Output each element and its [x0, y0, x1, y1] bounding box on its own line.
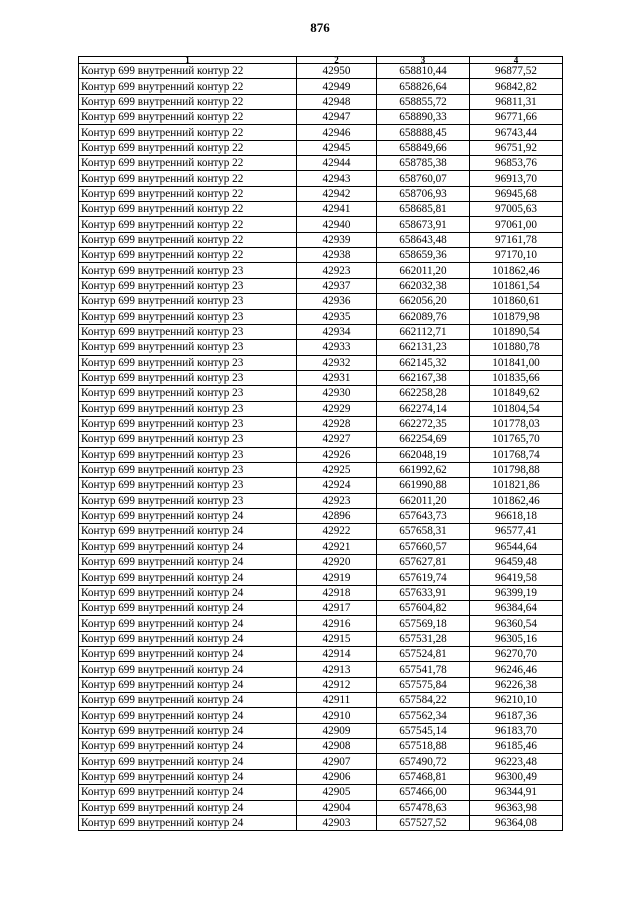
table-row — [79, 125, 563, 140]
y-coordinate-cell: 101861,54 — [470, 278, 563, 293]
y-coordinate-cell: 101879,98 — [470, 309, 563, 324]
y-coordinate-cell: 96187,36 — [470, 708, 563, 723]
contour-name-cell: Контур 699 внутренний контур 24 — [79, 631, 297, 646]
y-coordinate-cell: 96811,31 — [470, 94, 563, 109]
y-coordinate-cell: 96246,46 — [470, 662, 563, 677]
contour-name-cell: Контур 699 внутренний контур 24 — [79, 524, 297, 539]
contour-name-cell: Контур 699 внутренний контур 23 — [79, 493, 297, 508]
x-coordinate-cell: 657584,22 — [377, 693, 470, 708]
point-number-cell: 42925 — [297, 462, 377, 477]
point-number-cell: 42923 — [297, 493, 377, 508]
table-row — [79, 186, 563, 201]
point-number-cell: 42921 — [297, 539, 377, 554]
table-row — [79, 432, 563, 447]
point-number-cell: 42920 — [297, 555, 377, 570]
y-coordinate-cell: 101835,66 — [470, 370, 563, 385]
table-row — [79, 294, 563, 309]
table-row — [79, 555, 563, 570]
contour-name-cell: Контур 699 внутренний контур 24 — [79, 723, 297, 738]
y-coordinate-cell: 96384,64 — [470, 601, 563, 616]
x-coordinate-cell: 662272,35 — [377, 416, 470, 431]
point-number-cell: 42938 — [297, 248, 377, 263]
x-coordinate-cell: 658643,48 — [377, 232, 470, 247]
x-coordinate-cell: 662011,20 — [377, 263, 470, 278]
point-number-cell: 42916 — [297, 616, 377, 631]
x-coordinate-cell: 658760,07 — [377, 171, 470, 186]
contour-name-cell: Контур 699 внутренний контур 22 — [79, 202, 297, 217]
point-number-cell: 42909 — [297, 723, 377, 738]
y-coordinate-cell: 101849,62 — [470, 386, 563, 401]
point-number-cell: 42927 — [297, 432, 377, 447]
x-coordinate-cell: 657643,73 — [377, 508, 470, 523]
point-number-cell: 42945 — [297, 140, 377, 155]
x-coordinate-cell: 658785,38 — [377, 156, 470, 171]
y-coordinate-cell: 101860,61 — [470, 294, 563, 309]
x-coordinate-cell: 662056,20 — [377, 294, 470, 309]
y-coordinate-cell: 101862,46 — [470, 263, 563, 278]
y-coordinate-cell: 97170,10 — [470, 248, 563, 263]
table-row — [79, 217, 563, 232]
point-number-cell: 42915 — [297, 631, 377, 646]
y-coordinate-cell: 96842,82 — [470, 79, 563, 94]
point-number-cell: 42932 — [297, 355, 377, 370]
table-row — [79, 739, 563, 754]
contour-name-cell: Контур 699 внутренний контур 24 — [79, 555, 297, 570]
contour-name-cell: Контур 699 внутренний контур 23 — [79, 278, 297, 293]
contour-name-cell: Контур 699 внутренний контур 24 — [79, 769, 297, 784]
table-row — [79, 79, 563, 94]
y-coordinate-cell: 96305,16 — [470, 631, 563, 646]
y-coordinate-cell: 96183,70 — [470, 723, 563, 738]
table-row — [79, 785, 563, 800]
contour-name-cell: Контур 699 внутренний контур 23 — [79, 263, 297, 278]
contour-name-cell: Контур 699 внутренний контур 24 — [79, 539, 297, 554]
contour-name-cell: Контур 699 внутренний контур 22 — [79, 79, 297, 94]
y-coordinate-cell: 101821,86 — [470, 478, 563, 493]
x-coordinate-cell: 657518,88 — [377, 739, 470, 754]
y-coordinate-cell: 96913,70 — [470, 171, 563, 186]
y-coordinate-cell: 96210,10 — [470, 693, 563, 708]
contour-name-cell: Контур 699 внутренний контур 23 — [79, 340, 297, 355]
table-row — [79, 324, 563, 339]
contour-name-cell: Контур 699 внутренний контур 24 — [79, 800, 297, 815]
table-row — [79, 278, 563, 293]
y-coordinate-cell: 96360,54 — [470, 616, 563, 631]
x-coordinate-cell: 662167,38 — [377, 370, 470, 385]
contour-name-cell: Контур 699 внутренний контур 23 — [79, 447, 297, 462]
table-row — [79, 616, 563, 631]
point-number-cell: 42924 — [297, 478, 377, 493]
contour-name-cell: Контур 699 внутренний контур 24 — [79, 570, 297, 585]
x-coordinate-cell: 657466,00 — [377, 785, 470, 800]
y-coordinate-cell: 101778,03 — [470, 416, 563, 431]
table-row — [79, 156, 563, 171]
contour-name-cell: Контур 699 внутренний контур 22 — [79, 94, 297, 109]
column-header-1: 1 — [79, 57, 297, 64]
point-number-cell: 42907 — [297, 754, 377, 769]
table-row — [79, 447, 563, 462]
y-coordinate-cell: 97061,00 — [470, 217, 563, 232]
table-row — [79, 263, 563, 278]
table-row — [79, 248, 563, 263]
point-number-cell: 42919 — [297, 570, 377, 585]
y-coordinate-cell: 96771,66 — [470, 110, 563, 125]
point-number-cell: 42942 — [297, 186, 377, 201]
table-row — [79, 232, 563, 247]
y-coordinate-cell: 96577,41 — [470, 524, 563, 539]
x-coordinate-cell: 662089,76 — [377, 309, 470, 324]
y-coordinate-cell: 96877,52 — [470, 64, 563, 79]
point-number-cell: 42911 — [297, 693, 377, 708]
x-coordinate-cell: 658685,81 — [377, 202, 470, 217]
contour-name-cell: Контур 699 внутренний контур 22 — [79, 186, 297, 201]
y-coordinate-cell: 96344,91 — [470, 785, 563, 800]
point-number-cell: 42926 — [297, 447, 377, 462]
table-row — [79, 693, 563, 708]
point-number-cell: 42931 — [297, 370, 377, 385]
contour-name-cell: Контур 699 внутренний контур 24 — [79, 739, 297, 754]
column-header-4: 4 — [470, 57, 563, 64]
contour-name-cell: Контур 699 внутренний контур 22 — [79, 140, 297, 155]
x-coordinate-cell: 657478,63 — [377, 800, 470, 815]
y-coordinate-cell: 96751,92 — [470, 140, 563, 155]
point-number-cell: 42936 — [297, 294, 377, 309]
table-body — [79, 64, 563, 831]
table-row — [79, 309, 563, 324]
contour-name-cell: Контур 699 внутренний контур 24 — [79, 616, 297, 631]
x-coordinate-cell: 658890,33 — [377, 110, 470, 125]
contour-name-cell: Контур 699 внутренний контур 24 — [79, 708, 297, 723]
table-row — [79, 662, 563, 677]
table-row — [79, 370, 563, 385]
point-number-cell: 42948 — [297, 94, 377, 109]
x-coordinate-cell: 657468,81 — [377, 769, 470, 784]
y-coordinate-cell: 96618,18 — [470, 508, 563, 523]
y-coordinate-cell: 96364,08 — [470, 815, 563, 830]
y-coordinate-cell: 97161,78 — [470, 232, 563, 247]
table-row — [79, 631, 563, 646]
column-header-2: 2 — [297, 57, 377, 64]
table-row — [79, 202, 563, 217]
x-coordinate-cell: 662274,14 — [377, 401, 470, 416]
x-coordinate-cell: 658810,44 — [377, 64, 470, 79]
x-coordinate-cell: 661992,62 — [377, 462, 470, 477]
y-coordinate-cell: 96419,58 — [470, 570, 563, 585]
point-number-cell: 42922 — [297, 524, 377, 539]
table-header-row — [79, 57, 563, 64]
point-number-cell: 42950 — [297, 64, 377, 79]
y-coordinate-cell: 96226,38 — [470, 677, 563, 692]
table-row — [79, 815, 563, 830]
table-row — [79, 754, 563, 769]
x-coordinate-cell: 657527,52 — [377, 815, 470, 830]
contour-name-cell: Контур 699 внутренний контур 24 — [79, 785, 297, 800]
table-row — [79, 585, 563, 600]
table-row — [79, 493, 563, 508]
table-row — [79, 478, 563, 493]
contour-name-cell: Контур 699 внутренний контур 23 — [79, 416, 297, 431]
table-row — [79, 416, 563, 431]
y-coordinate-cell: 96300,49 — [470, 769, 563, 784]
x-coordinate-cell: 657490,72 — [377, 754, 470, 769]
contour-name-cell: Контур 699 внутренний контур 22 — [79, 110, 297, 125]
x-coordinate-cell: 662032,38 — [377, 278, 470, 293]
contour-name-cell: Контур 699 внутренний контур 23 — [79, 309, 297, 324]
point-number-cell: 42903 — [297, 815, 377, 830]
contour-name-cell: Контур 699 внутренний контур 24 — [79, 662, 297, 677]
contour-name-cell: Контур 699 внутренний контур 24 — [79, 647, 297, 662]
point-number-cell: 42896 — [297, 508, 377, 523]
contour-name-cell: Контур 699 внутренний контур 23 — [79, 294, 297, 309]
table-row — [79, 340, 563, 355]
contour-name-cell: Контур 699 внутренний контур 23 — [79, 324, 297, 339]
point-number-cell: 42933 — [297, 340, 377, 355]
y-coordinate-cell: 96223,48 — [470, 754, 563, 769]
point-number-cell: 42935 — [297, 309, 377, 324]
contour-name-cell: Контур 699 внутренний контур 22 — [79, 232, 297, 247]
x-coordinate-cell: 657658,31 — [377, 524, 470, 539]
x-coordinate-cell: 657619,74 — [377, 570, 470, 585]
y-coordinate-cell: 96853,76 — [470, 156, 563, 171]
y-coordinate-cell: 96363,98 — [470, 800, 563, 815]
x-coordinate-cell: 658888,45 — [377, 125, 470, 140]
table-row — [79, 386, 563, 401]
x-coordinate-cell: 657660,57 — [377, 539, 470, 554]
point-number-cell: 42929 — [297, 401, 377, 416]
contour-name-cell: Контур 699 внутренний контур 23 — [79, 401, 297, 416]
point-number-cell: 42918 — [297, 585, 377, 600]
point-number-cell: 42905 — [297, 785, 377, 800]
y-coordinate-cell: 96270,70 — [470, 647, 563, 662]
point-number-cell: 42930 — [297, 386, 377, 401]
table-row — [79, 524, 563, 539]
table-row — [79, 647, 563, 662]
contour-name-cell: Контур 699 внутренний контур 22 — [79, 64, 297, 79]
table-row — [79, 140, 563, 155]
table-row — [79, 708, 563, 723]
y-coordinate-cell: 96399,19 — [470, 585, 563, 600]
point-number-cell: 42946 — [297, 125, 377, 140]
table-row — [79, 539, 563, 554]
x-coordinate-cell: 657562,34 — [377, 708, 470, 723]
x-coordinate-cell: 658855,72 — [377, 94, 470, 109]
point-number-cell: 42937 — [297, 278, 377, 293]
table-row — [79, 677, 563, 692]
contour-name-cell: Контур 699 внутренний контур 24 — [79, 754, 297, 769]
x-coordinate-cell: 657575,84 — [377, 677, 470, 692]
x-coordinate-cell: 662258,28 — [377, 386, 470, 401]
y-coordinate-cell: 101890,54 — [470, 324, 563, 339]
x-coordinate-cell: 661990,88 — [377, 478, 470, 493]
point-number-cell: 42906 — [297, 769, 377, 784]
contour-name-cell: Контур 699 внутренний контур 22 — [79, 248, 297, 263]
point-number-cell: 42910 — [297, 708, 377, 723]
x-coordinate-cell: 657627,81 — [377, 555, 470, 570]
point-number-cell: 42939 — [297, 232, 377, 247]
x-coordinate-cell: 662011,20 — [377, 493, 470, 508]
y-coordinate-cell: 101768,74 — [470, 447, 563, 462]
table-row — [79, 800, 563, 815]
table-row — [79, 570, 563, 585]
contour-name-cell: Контур 699 внутренний контур 23 — [79, 355, 297, 370]
table-row — [79, 171, 563, 186]
point-number-cell: 42923 — [297, 263, 377, 278]
contour-name-cell: Контур 699 внутренний контур 24 — [79, 815, 297, 830]
contour-name-cell: Контур 699 внутренний контур 23 — [79, 370, 297, 385]
table-row — [79, 769, 563, 784]
point-number-cell: 42908 — [297, 739, 377, 754]
point-number-cell: 42941 — [297, 202, 377, 217]
y-coordinate-cell: 96945,68 — [470, 186, 563, 201]
y-coordinate-cell: 96459,48 — [470, 555, 563, 570]
x-coordinate-cell: 657531,28 — [377, 631, 470, 646]
x-coordinate-cell: 657569,18 — [377, 616, 470, 631]
y-coordinate-cell: 101798,88 — [470, 462, 563, 477]
column-header-3: 3 — [377, 57, 470, 64]
point-number-cell: 42940 — [297, 217, 377, 232]
contour-name-cell: Контур 699 внутренний контур 22 — [79, 125, 297, 140]
point-number-cell: 42934 — [297, 324, 377, 339]
contour-name-cell: Контур 699 внутренний контур 22 — [79, 156, 297, 171]
point-number-cell: 42913 — [297, 662, 377, 677]
point-number-cell: 42904 — [297, 800, 377, 815]
y-coordinate-cell: 101880,78 — [470, 340, 563, 355]
x-coordinate-cell: 657524,81 — [377, 647, 470, 662]
table-row — [79, 94, 563, 109]
coordinates-table — [78, 56, 563, 831]
x-coordinate-cell: 662145,32 — [377, 355, 470, 370]
table-row — [79, 401, 563, 416]
point-number-cell: 42917 — [297, 601, 377, 616]
x-coordinate-cell: 662112,71 — [377, 324, 470, 339]
x-coordinate-cell: 657541,78 — [377, 662, 470, 677]
point-number-cell: 42949 — [297, 79, 377, 94]
contour-name-cell: Контур 699 внутренний контур 23 — [79, 462, 297, 477]
table-row — [79, 64, 563, 79]
contour-name-cell: Контур 699 внутренний контур 23 — [79, 386, 297, 401]
y-coordinate-cell: 96185,46 — [470, 739, 563, 754]
x-coordinate-cell: 658826,64 — [377, 79, 470, 94]
table-row — [79, 508, 563, 523]
y-coordinate-cell: 97005,63 — [470, 202, 563, 217]
contour-name-cell: Контур 699 внутренний контур 22 — [79, 217, 297, 232]
x-coordinate-cell: 657633,91 — [377, 585, 470, 600]
y-coordinate-cell: 101841,00 — [470, 355, 563, 370]
point-number-cell: 42928 — [297, 416, 377, 431]
x-coordinate-cell: 657545,14 — [377, 723, 470, 738]
table-row — [79, 723, 563, 738]
point-number-cell: 42944 — [297, 156, 377, 171]
contour-name-cell: Контур 699 внутренний контур 24 — [79, 677, 297, 692]
y-coordinate-cell: 101862,46 — [470, 493, 563, 508]
table-row — [79, 601, 563, 616]
x-coordinate-cell: 662048,19 — [377, 447, 470, 462]
x-coordinate-cell: 658849,66 — [377, 140, 470, 155]
x-coordinate-cell: 662254,69 — [377, 432, 470, 447]
y-coordinate-cell: 96544,64 — [470, 539, 563, 554]
contour-name-cell: Контур 699 внутренний контур 24 — [79, 693, 297, 708]
y-coordinate-cell: 96743,44 — [470, 125, 563, 140]
y-coordinate-cell: 101765,70 — [470, 432, 563, 447]
point-number-cell: 42912 — [297, 677, 377, 692]
table-row — [79, 110, 563, 125]
x-coordinate-cell: 657604,82 — [377, 601, 470, 616]
point-number-cell: 42914 — [297, 647, 377, 662]
contour-name-cell: Контур 699 внутренний контур 23 — [79, 478, 297, 493]
contour-name-cell: Контур 699 внутренний контур 24 — [79, 508, 297, 523]
y-coordinate-cell: 101804,54 — [470, 401, 563, 416]
x-coordinate-cell: 658706,93 — [377, 186, 470, 201]
page-number: 876 — [310, 20, 330, 35]
table-row — [79, 355, 563, 370]
contour-name-cell: Контур 699 внутренний контур 22 — [79, 171, 297, 186]
x-coordinate-cell: 658673,91 — [377, 217, 470, 232]
contour-name-cell: Контур 699 внутренний контур 23 — [79, 432, 297, 447]
point-number-cell: 42943 — [297, 171, 377, 186]
contour-name-cell: Контур 699 внутренний контур 24 — [79, 585, 297, 600]
x-coordinate-cell: 658659,36 — [377, 248, 470, 263]
x-coordinate-cell: 662131,23 — [377, 340, 470, 355]
contour-name-cell: Контур 699 внутренний контур 24 — [79, 601, 297, 616]
table-row — [79, 462, 563, 477]
point-number-cell: 42947 — [297, 110, 377, 125]
